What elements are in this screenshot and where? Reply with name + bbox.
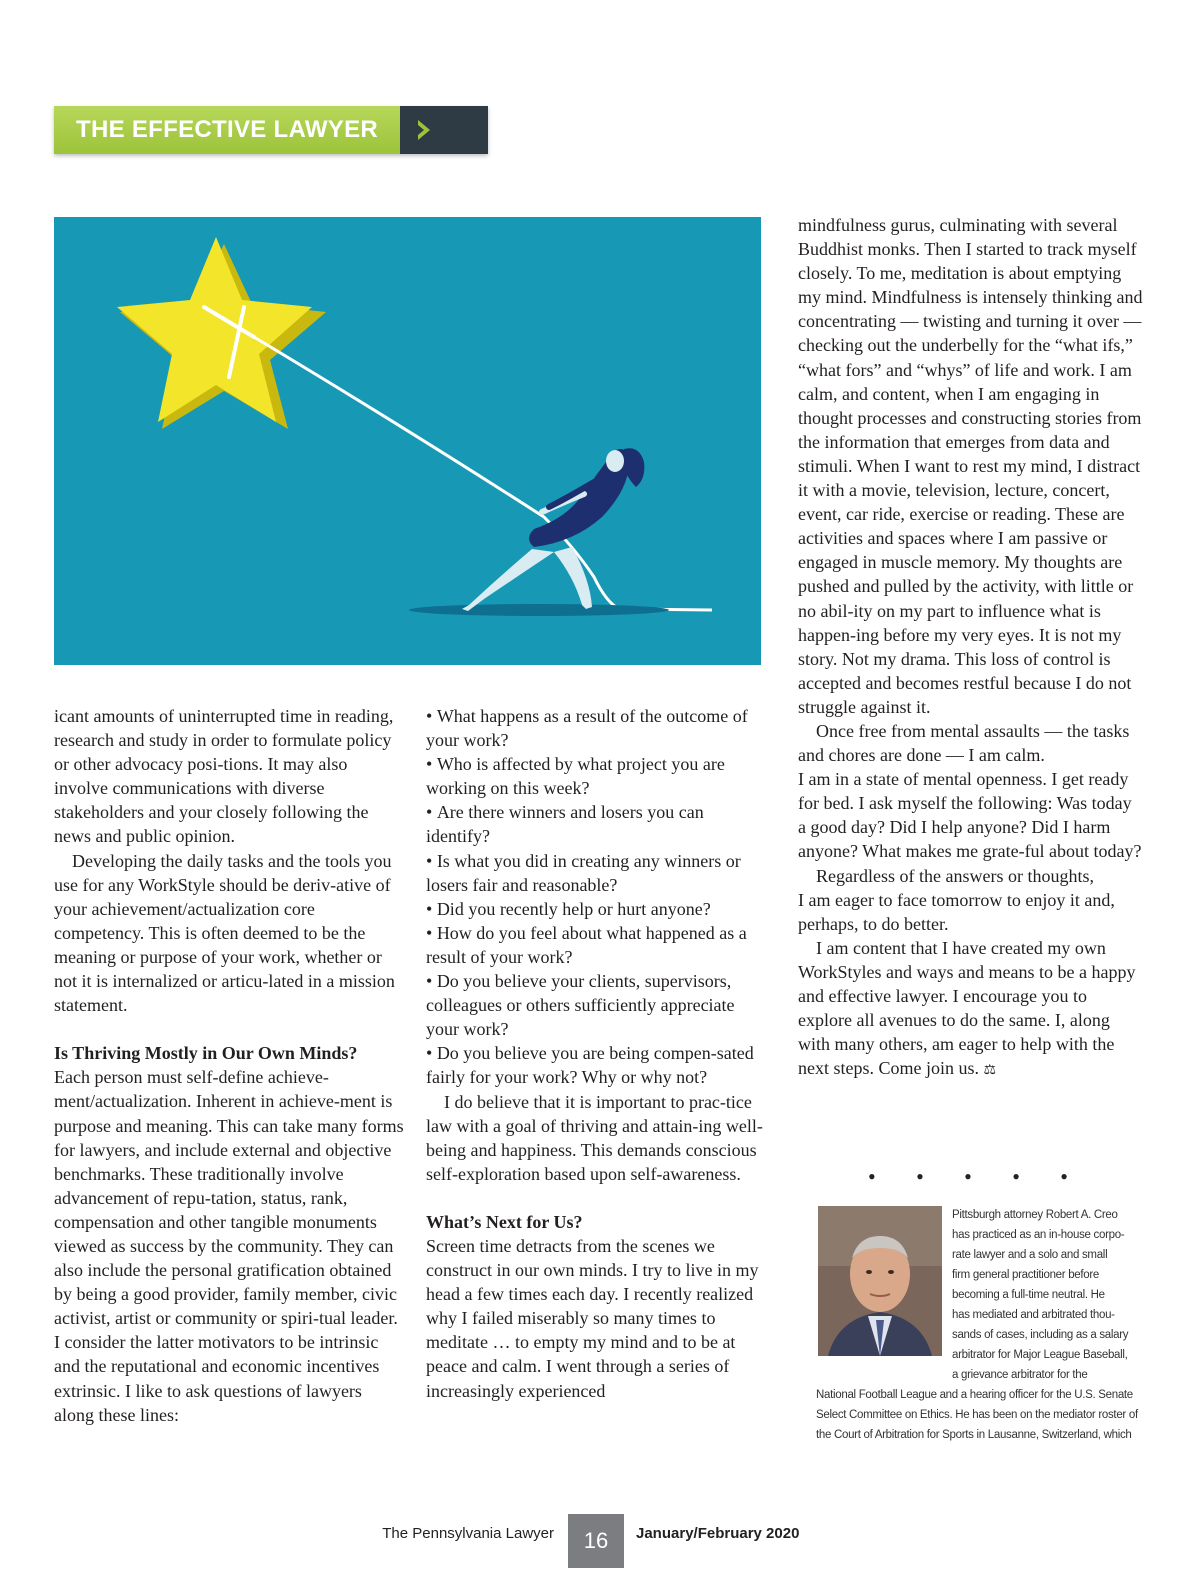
paragraph (798, 936, 1143, 1084)
page-footer (0, 1514, 1200, 1568)
paragraph: Screen time detracts from the scenes we construct in our own minds. I try to live in my head a few times each day. I recently realized why I failed miserably so many times to meditate … to empty my mind and to be at peace and calm. I went through a series of increasingly experienced (426, 1235, 759, 1401)
closing-paragraph-text: I am content that I have created my own WorkStyles and ways and means to be a happy and effective lawyer. I encourage you to explore all avenues to do the same. I, along with many others, am eager to help with the next steps. Come join us. (798, 937, 1136, 1079)
section-divider (868, 1164, 1068, 1190)
text-column-right (798, 213, 1143, 1083)
list-item: • Are there winners and losers you can identify? (426, 800, 771, 848)
bio-line: Select Committee on Ethics. He has been on the mediator roster of (816, 1409, 1138, 1421)
paragraph: I am eager to face tomorrow to enjoy it and, perhaps, to do better. (798, 889, 1115, 934)
paragraph: Developing the daily tasks and the tools you use for any WorkStyle should be deriv-ative of your achievement/actualization core competency. This is often deemed to be the meaning or purpose of your work, whether or not it is internalized or articu-lated in a mission statement. (54, 850, 395, 1016)
bio-line: National Football League and a hearing officer for the U.S. Senate (816, 1389, 1133, 1401)
publication-name: The Pennsylvania Lawyer (382, 1525, 554, 1542)
bio-line: arbitrator for Major League Baseball, (952, 1349, 1128, 1361)
divider-dot: • (916, 1164, 924, 1189)
bio-line: the Court of Arbitration for Sports in Lausanne, Switzerland, which (816, 1429, 1132, 1441)
paragraph: icant amounts of uninterrupted time in reading, research and study in order to formulate policy or other advocacy posi-tions. It may also involve communications with diverse stakeholders and your closely following the news and public opinion. (54, 706, 394, 847)
issue-date: January/February 2020 (636, 1525, 800, 1542)
paragraph: I do believe that it is important to prac-tice law with a goal of thriving and attain-ing well-being and happiness. This demands conscious self-exploration based upon self-awareness. (426, 1091, 763, 1184)
paragraph: I am in a state of mental openness. I get ready for bed. I ask myself the following: Was today a good day? Did I help anyone? Did I harm anyone? What makes me grate-ful about today? (798, 769, 1142, 862)
divider-dot: • (964, 1164, 972, 1189)
list-item: • What happens as a result of the outcome of your work? (426, 704, 771, 752)
list-item: • Do you believe you are being compen-sated fairly for your work? Why or why not? (426, 1041, 771, 1089)
divider-dot: • (1060, 1164, 1068, 1189)
paragraph: Each person must self-define achieve-ment/actualization. Inherent in achieve-ment is purpose and meaning. This can take many forms for lawyers, and include external and objective benchmarks. These traditionally involve advancement of repu-tation, status, rank, compensation and other tangible monuments viewed as success by the community. They can also include the personal gratification obtained by being a good provider, family member, civic activist, artist or community or spiri-tual leader. I consider the latter motivators to be intrinsic and the reputational and economic incentives extrinsic. I like to ask questions of lawyers along these lines: (54, 1067, 404, 1425)
section-title: THE EFFECTIVE LAWYER (76, 116, 379, 143)
list-item: • Who is affected by what project you are working on this week? (426, 752, 771, 800)
section-banner-arrow-area (400, 106, 488, 154)
divider-dot: • (1012, 1164, 1020, 1189)
section-heading: What’s Next for Us? (426, 1211, 583, 1232)
section-heading: Is Thriving Mostly in Our Own Minds? (54, 1043, 358, 1064)
section-banner (54, 106, 488, 154)
star-icon (117, 237, 326, 429)
bio-line: has mediated and arbitrated thou- (952, 1309, 1115, 1321)
list-item: • Did you recently help or hurt anyone? (426, 897, 771, 921)
hero-illustration (54, 217, 761, 665)
author-bio (816, 1205, 1146, 1445)
paragraph: mindfulness gurus, culminating with several Buddhist monks. Then I started to track myself closely. To me, meditation is about emptying my mind. Mindfulness is intensely thinking and concentrating — twisting and turning it over — checking out the underbelly for the “what ifs,” “what fors” and “whys” of life and work. I am calm, and content, when I am engaging in thought processes and constructing stories from the information that emerges from data and stimuli. When I want to rest my mind, I distract it with a movie, television, lecture, concert, event, car ride, exercise or reading. These are activities and spaces where I am passive or engaged in muscle memory. My thoughts are pushed and pulled by the activity, with little or no abil-ity on my part to influence what is happen-ing before my very eyes. It is not my story. Not my drama. This loss of control is accepted and becomes restful because I do not struggle against it. (798, 215, 1143, 717)
paragraph: Once free from mental assaults — the tasks and chores are done — I am calm. (798, 720, 1130, 766)
bio-line: sands of cases, including as a salary (952, 1329, 1129, 1341)
page-number: 16 (568, 1514, 624, 1568)
chevron-right-icon (416, 118, 432, 142)
bio-line: becoming a full-time neutral. He (952, 1289, 1105, 1301)
bio-line: Pittsburgh attorney Robert A. Creo (952, 1209, 1118, 1221)
list-item: • Is what you did in creating any winners or losers fair and reasonable? (426, 849, 771, 897)
end-mark-icon: ⚖ (983, 1063, 997, 1079)
list-item: • Do you believe your clients, supervisors, colleagues or others sufficiently appreciate your work? (426, 969, 771, 1041)
text-column-left (54, 704, 404, 1427)
list-item: • How do you feel about what happened as a result of your work? (426, 921, 771, 969)
bio-line: rate lawyer and a solo and small (952, 1249, 1108, 1261)
text-column-middle (426, 704, 771, 1403)
bio-line: firm general practitioner before (952, 1269, 1100, 1281)
paragraph: Regardless of the answers or thoughts, (816, 865, 1094, 886)
bio-line: has practiced as an in-house corpo- (952, 1229, 1125, 1241)
section-banner-label-area (54, 106, 400, 154)
bio-line: a grievance arbitrator for the (952, 1369, 1088, 1381)
divider-dot: • (868, 1164, 876, 1189)
woman-pulling-rope (462, 448, 644, 611)
